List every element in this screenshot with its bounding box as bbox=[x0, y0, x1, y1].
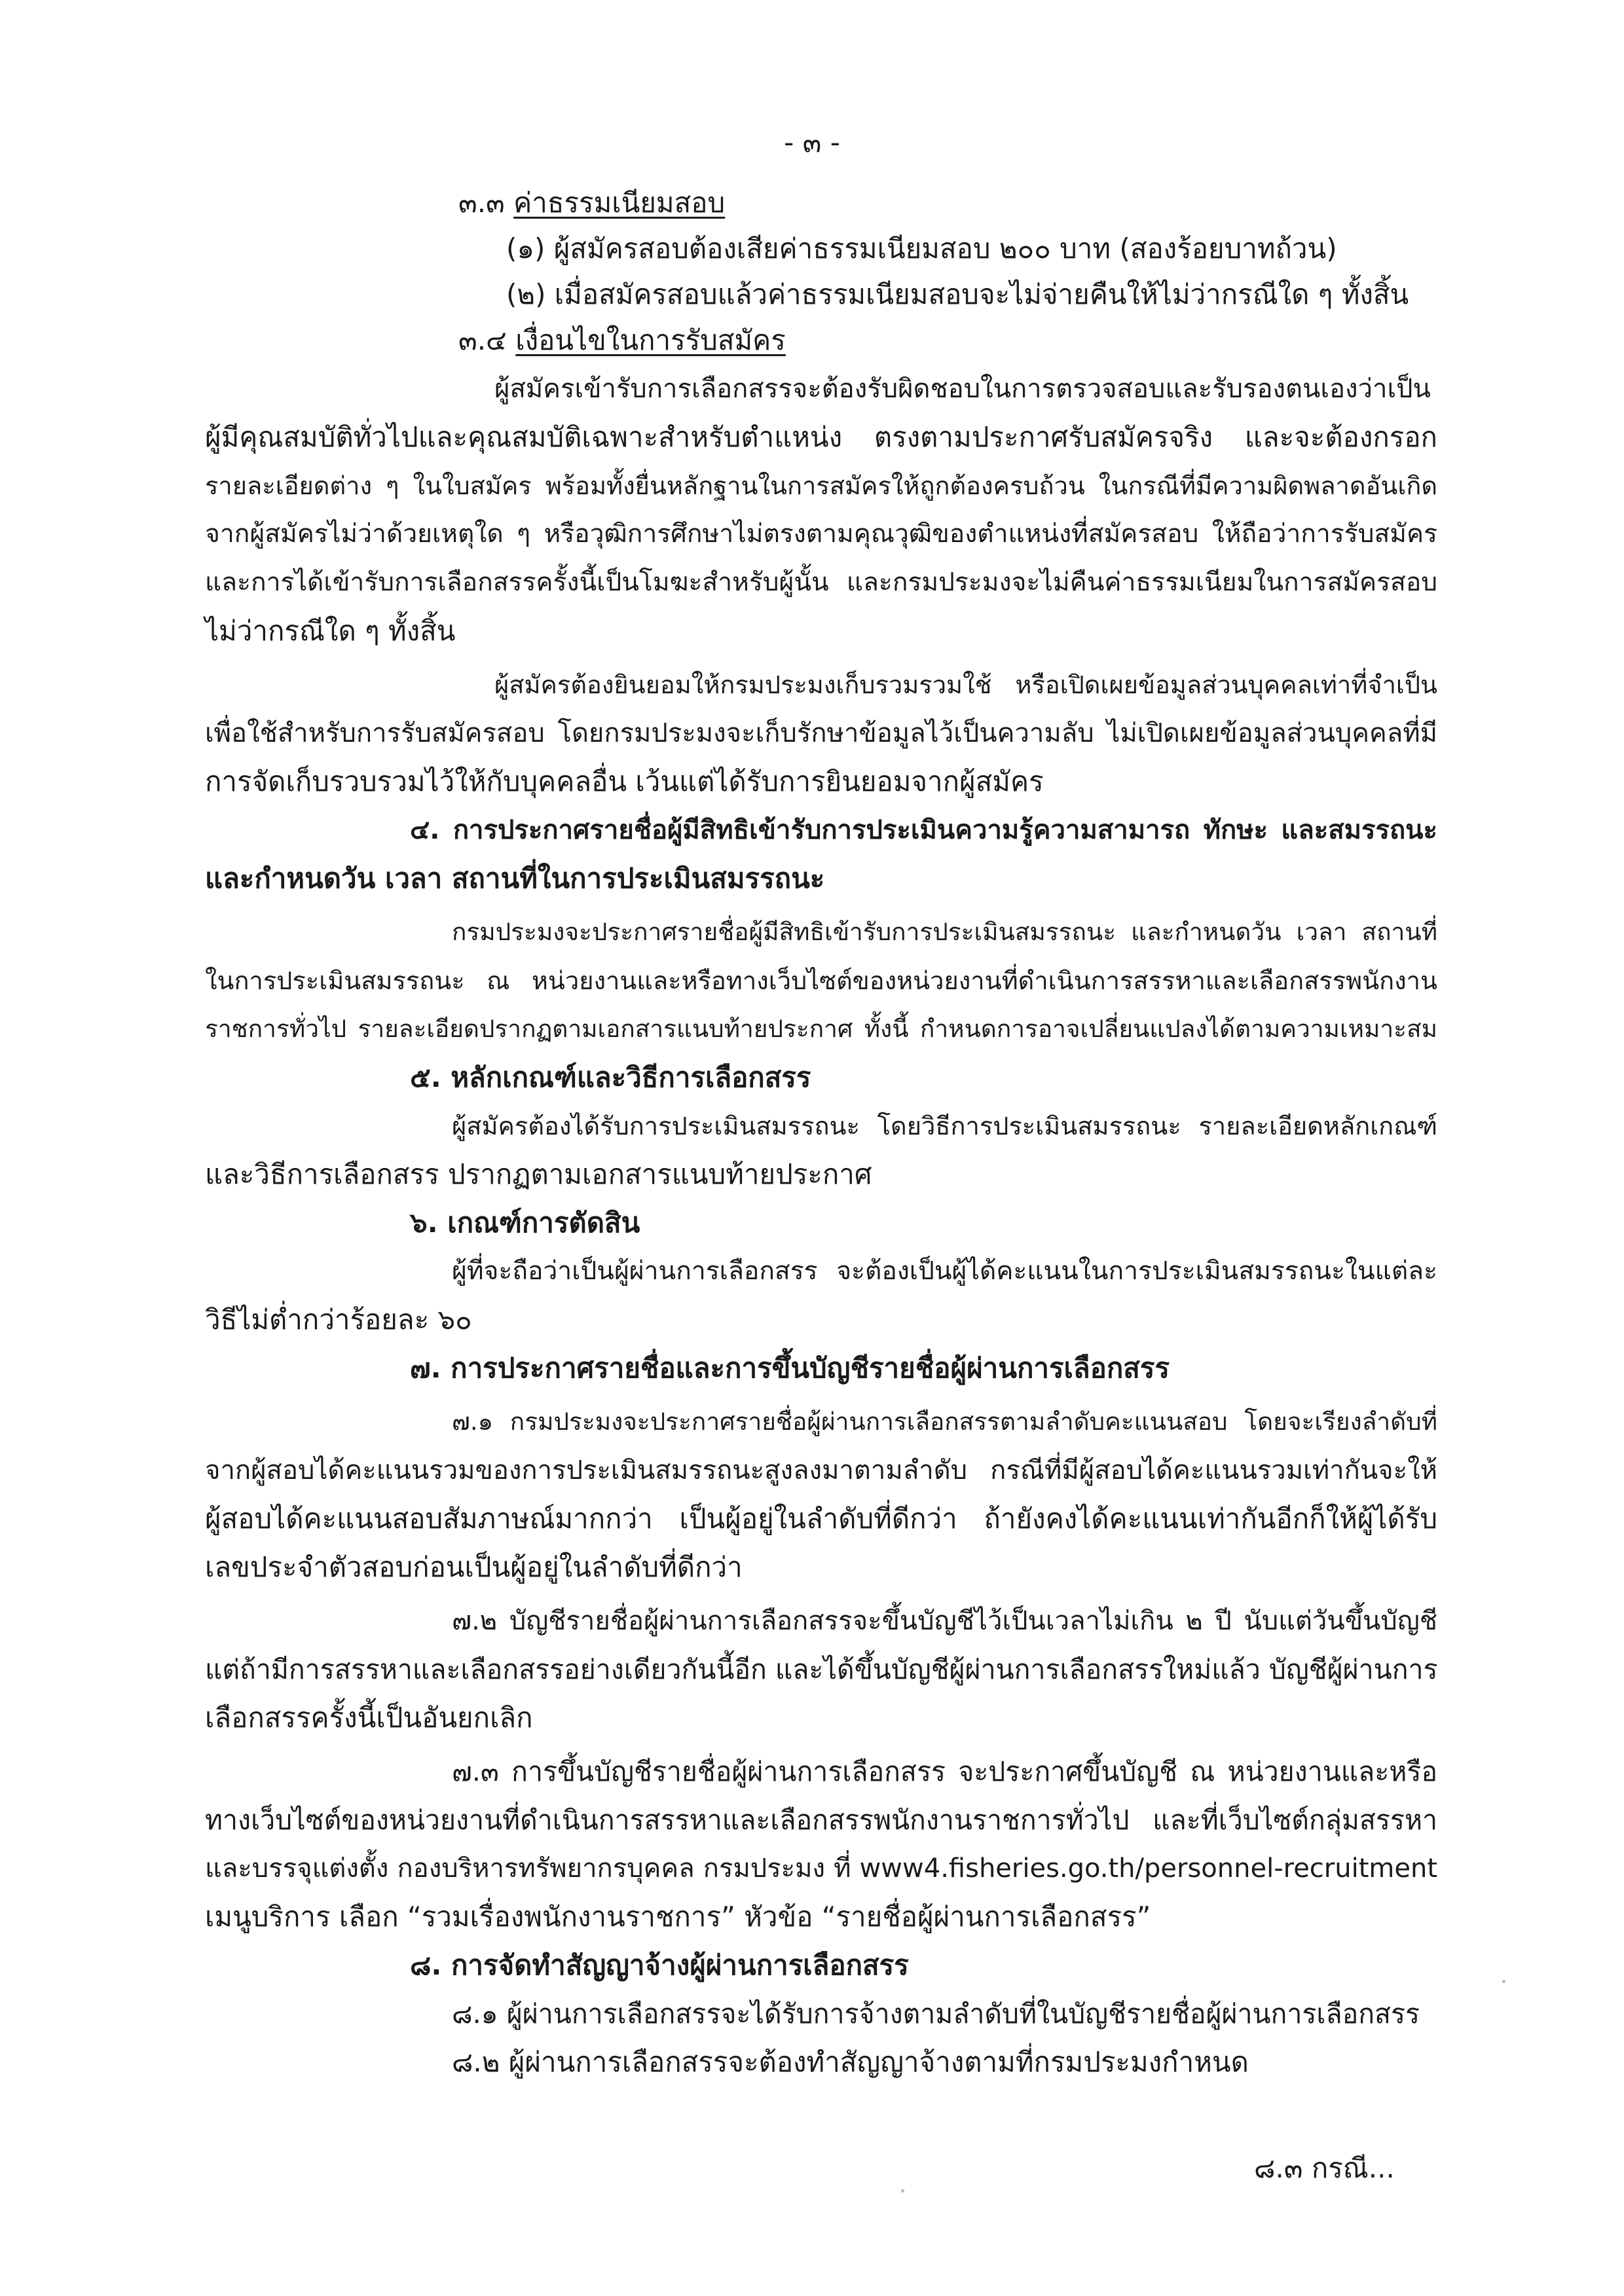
section-3-4-paragraph-1-line: ผู้สมัครเข้ารับการเลือกสรรจะต้องรับผิดชอบในการตรวจสอบและรับรองตนเองว่าเป็น bbox=[494, 374, 1431, 404]
section-3-3-item-2: (๒) เมื่อสมัครสอบแล้วค่าธรรมเนียมสอบจะไม่จ่ายคืนให้ไม่ว่ากรณีใด ๆ ทั้งสิ้น bbox=[506, 278, 1409, 310]
section-7-3-line: และบรรจุแต่งตั้ง กองบริหารทรัพยากรบุคคล กรมประมง ที่ www4.fisheries.go.th/personnel-recruitment bbox=[205, 1853, 1437, 1884]
section-3-4-paragraph-1-line: รายละเอียดต่าง ๆ ในใบสมัคร พร้อมทั้งยื่นหลักฐานในการสมัครให้ถูกต้องครบถ้วน ในกรณีที่มีความผิดพลาดอันเกิด bbox=[205, 471, 1437, 500]
section-5-heading: ๕. หลักเกณฑ์และวิธีการเลือกสรร bbox=[410, 1061, 811, 1093]
section-3-3-title: ค่าธรรมเนียมสอบ bbox=[513, 187, 726, 219]
section-7-heading: ๗. การประกาศรายชื่อและการขึ้นบัญชีรายชื่อผู้ผ่านการเลือกสรร bbox=[410, 1352, 1170, 1384]
section-7-1-line: ผู้สอบได้คะแนนสอบสัมภาษณ์มากกว่า เป็นผู้อยู่ในลำดับที่ดีกว่า ถ้ายังคงได้คะแนนเท่ากันอีกก็ให้ผู้ได้รับ bbox=[205, 1503, 1437, 1535]
section-7-1-line: ๗.๑ กรมประมงจะประกาศรายชื่อผู้ผ่านการเลือกสรรตามลำดับคะแนนสอบ โดยจะเรียงลำดับที่ bbox=[452, 1408, 1437, 1436]
section-3-4-paragraph-2-line: เพื่อใช้สำหรับการรับสมัครสอบ โดยกรมประมงจะเก็บรักษาข้อมูลไว้เป็นความลับ ไม่เปิดเผยข้อมูลส่วนบุคคลที่มี bbox=[205, 718, 1437, 748]
continuation-note: ๘.๓ กรณี... bbox=[1254, 2152, 1395, 2184]
section-4-heading-line: และกำหนดวัน เวลา สถานที่ในการประเมินสมรรถนะ bbox=[205, 862, 825, 894]
section-3-4-paragraph-2-line: ผู้สมัครต้องยินยอมให้กรมประมงเก็บรวมรวมใช้ หรือเปิดเผยข้อมูลส่วนบุคคลเท่าที่จำเป็น bbox=[494, 670, 1437, 699]
section-5-body-line: ผู้สมัครต้องได้รับการประเมินสมรรถนะ โดยวิธีการประเมินสมรรถนะ รายละเอียดหลักเกณฑ์ bbox=[452, 1112, 1437, 1140]
section-3-4-paragraph-1-line: ไม่ว่ากรณีใด ๆ ทั้งสิ้น bbox=[205, 615, 456, 647]
section-7-2-line: แต่ถ้ามีการสรรหาและเลือกสรรอย่างเดียวกันนี้อีก และได้ขึ้นบัญชีผู้ผ่านการเลือกสรรใหม่แล้ว บัญชีผู้ผ่านการ bbox=[205, 1654, 1438, 1685]
section-7-3-line: เมนูบริการ เลือก “รวมเรื่องพนักงานราชการ” หัวข้อ “รายชื่อผู้ผ่านการเลือกสรร” bbox=[205, 1901, 1151, 1933]
section-3-4-heading bbox=[458, 322, 786, 361]
section-7-3-line: ทางเว็บไซต์ของหน่วยงานที่ดำเนินการสรรหาและเลือกสรรพนักงานราชการทั่วไป และที่เว็บไซต์กลุ่มสรรหา bbox=[205, 1804, 1437, 1836]
section-3-4-paragraph-1-line: ผู้มีคุณสมบัติทั่วไปและคุณสมบัติเฉพาะสำหรับตำแหน่ง ตรงตามประกาศรับสมัครจริง และจะต้องกรอก bbox=[205, 421, 1437, 453]
section-3-3-heading bbox=[458, 185, 725, 224]
section-7-1-line: เลขประจำตัวสอบก่อนเป็นผู้อยู่ในลำดับที่ดีกว่า bbox=[205, 1551, 743, 1583]
section-7-3-line: ๗.๓ การขึ้นบัญชีรายชื่อผู้ผ่านการเลือกสรร จะประกาศขึ้นบัญชี ณ หน่วยงานและหรือ bbox=[452, 1756, 1437, 1787]
section-7-2-line: ๗.๒ บัญชีรายชื่อผู้ผ่านการเลือกสรรจะขึ้นบัญชีไว้เป็นเวลาไม่เกิน ๒ ปี นับแต่วันขึ้นบัญชี bbox=[452, 1606, 1437, 1636]
section-3-4-paragraph-2-line: การจัดเก็บรวบรวมไว้ให้กับบุคคลอื่น เว้นแต่ได้รับการยินยอมจากผู้สมัคร bbox=[205, 765, 1044, 797]
scan-speck bbox=[901, 2189, 904, 2193]
section-6-body-line: วิธีไม่ต่ำกว่าร้อยละ ๖๐ bbox=[205, 1303, 472, 1336]
section-5-body-line: และวิธีการเลือกสรร ปรากฏตามเอกสารแนบท้ายประกาศ bbox=[205, 1158, 872, 1190]
section-4-body-line: ราชการทั่วไป รายละเอียดปรากฏตามเอกสารแนบท้ายประกาศ ทั้งนี้ กำหนดการอาจเปลี่ยนแปลงได้ตามความเหมาะสม bbox=[205, 1015, 1437, 1043]
section-6-body-line: ผู้ที่จะถือว่าเป็นผู้ผ่านการเลือกสรร จะต้องเป็นผู้ได้คะแนนในการประเมินสมรรถนะในแต่ละ bbox=[452, 1256, 1437, 1286]
scan-speck bbox=[1502, 1980, 1505, 1983]
section-8-1: ๘.๑ ผู้ผ่านการเลือกสรรจะได้รับการจ้างตามลำดับที่ในบัญชีรายชื่อผู้ผ่านการเลือกสรร bbox=[452, 1998, 1420, 2030]
section-8-2: ๘.๒ ผู้ผ่านการเลือกสรรจะต้องทำสัญญาจ้างตามที่กรมประมงกำหนด bbox=[452, 2046, 1249, 2078]
section-3-4-number: ๓.๔ bbox=[458, 324, 507, 356]
section-3-4-paragraph-1-line: และการได้เข้ารับการเลือกสรรครั้งนี้เป็นโมฆะสำหรับผู้นั้น และกรมประมงจะไม่คืนค่าธรรมเนียมในการสมัครสอบ bbox=[205, 568, 1437, 597]
section-3-4-paragraph-1-line: จากผู้สมัครไม่ว่าด้วยเหตุใด ๆ หรือวุฒิการศึกษาไม่ตรงตามคุณวุฒิของตำแหน่งที่สมัครสอบ ให้ถือว่าการรับสมัคร bbox=[205, 519, 1437, 549]
section-4-heading-line: ๔. การประกาศรายชื่อผู้มีสิทธิเข้ารับการประเมินความรู้ความสามารถ ทักษะ และสมรรถนะ bbox=[410, 815, 1437, 845]
section-3-3-item-1: (๑) ผู้สมัครสอบต้องเสียค่าธรรมเนียมสอบ ๒๐๐ บาท (สองร้อยบาทถ้วน) bbox=[506, 232, 1337, 264]
section-7-1-line: จากผู้สอบได้คะแนนรวมของการประเมินสมรรถนะสูงลงมาตามลำดับ กรณีที่มีผู้สอบได้คะแนนรวมเท่ากันจะให้ bbox=[205, 1455, 1437, 1485]
section-3-3-number: ๓.๓ bbox=[458, 187, 505, 219]
page-number: - ๓ - bbox=[784, 126, 840, 158]
section-4-body-line: ในการประเมินสมรรถนะ ณ หน่วยงานและหรือทางเว็บไซต์ของหน่วยงานที่ดำเนินการสรรหาและเลือกสรรพนักงาน bbox=[205, 966, 1437, 995]
section-7-2-line: เลือกสรรครั้งนี้เป็นอันยกเลิก bbox=[205, 1702, 533, 1734]
section-3-4-title: เงื่อนไขในการรับสมัคร bbox=[515, 324, 786, 356]
section-8-heading: ๘. การจัดทำสัญญาจ้างผู้ผ่านการเลือกสรร bbox=[410, 1949, 909, 1981]
section-4-body-line: กรมประมงจะประกาศรายชื่อผู้มีสิทธิเข้ารับการประเมินสมรรถนะ และกำหนดวัน เวลา สถานที่ bbox=[452, 918, 1437, 946]
section-6-heading: ๖. เกณฑ์การตัดสิน bbox=[410, 1207, 640, 1239]
